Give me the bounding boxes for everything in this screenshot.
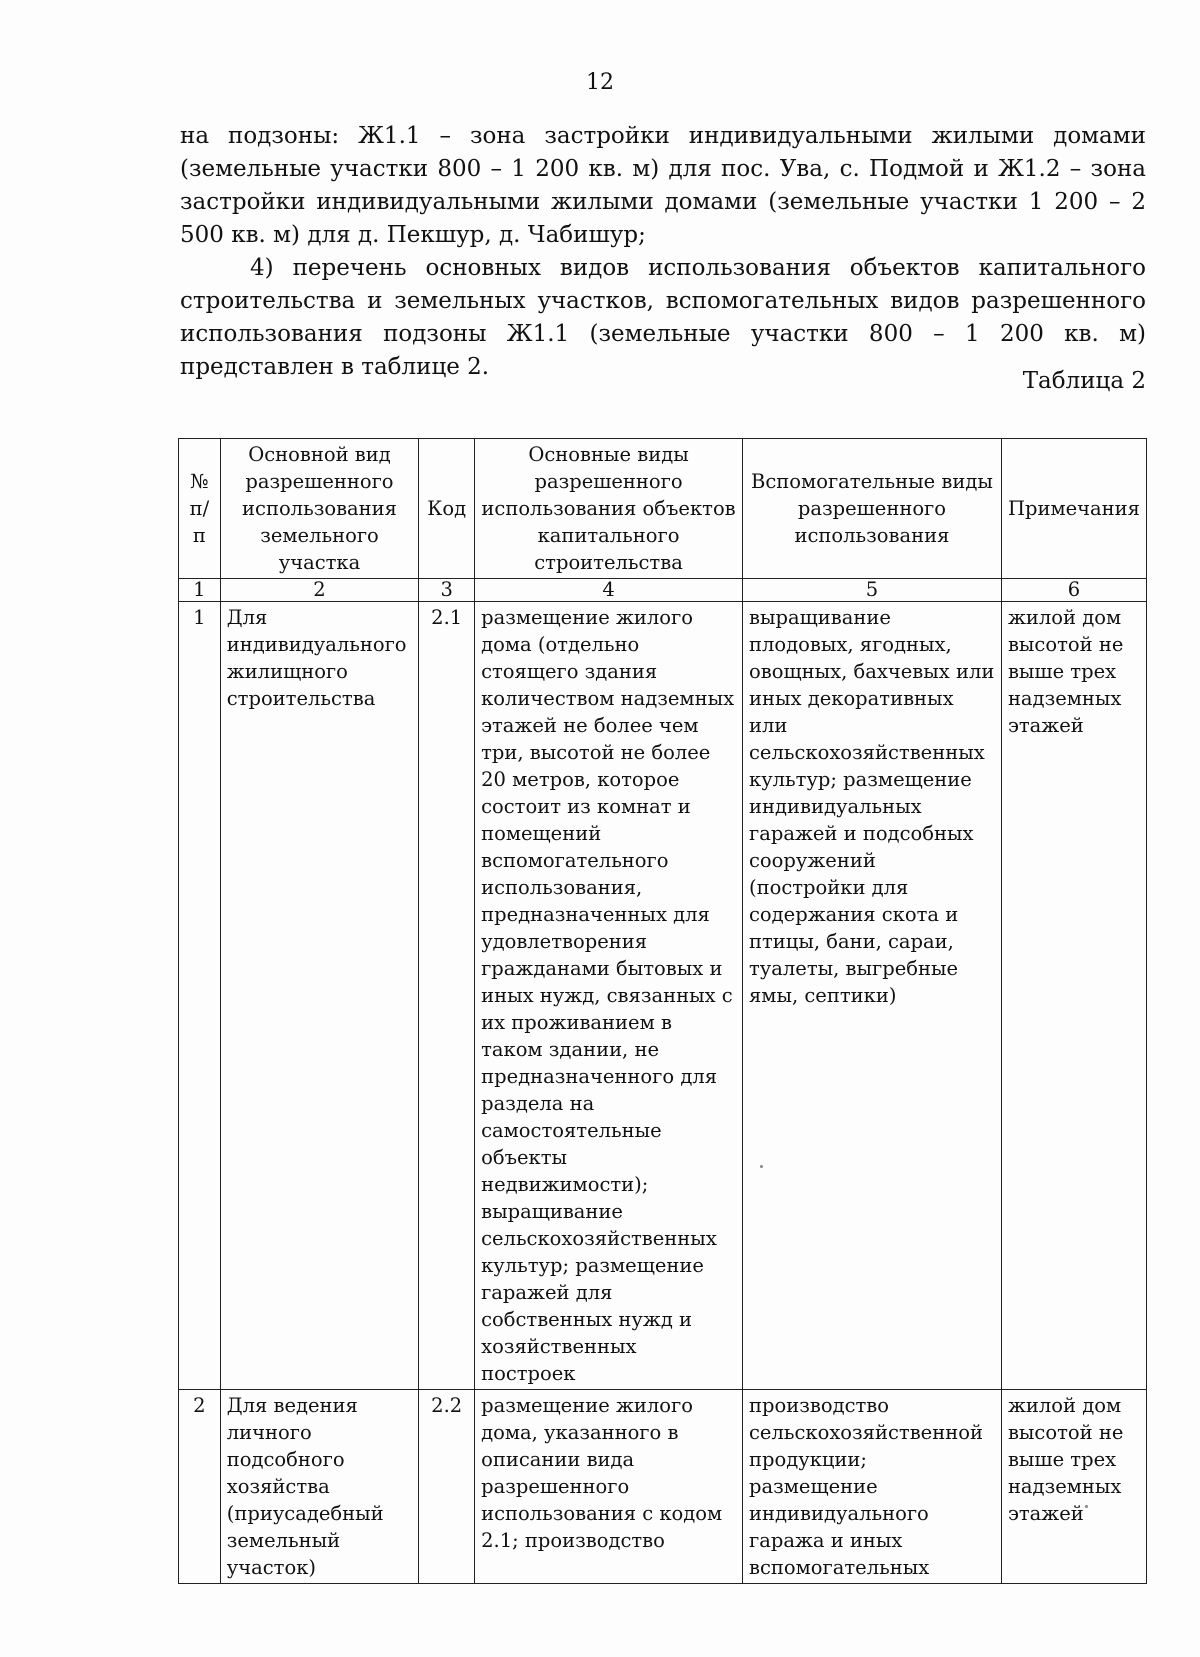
- land-use-table: [178, 438, 1147, 1584]
- row-main-use: Для индивидуального жилищного строительства: [220, 602, 419, 1390]
- scan-speck: [760, 1165, 763, 1168]
- page-number: 12: [586, 70, 614, 95]
- intro-paragraph-1: на подзоны: Ж1.1 – зона застройки индивидуальными жилыми домами (земельные участки 800 – 1 200 кв. м) для пос. Ува, с. Подмой и Ж1.2 – зона застройки индивидуальными жилыми домами (земельные участки 1 200 – 2 500 кв. м) для д. Пекшур, д. Чабишур;: [180, 123, 1146, 248]
- header-capital-uses: Основные виды разрешенного использования объектов капитального строительства: [475, 439, 743, 579]
- header-notes: Примечания: [1001, 439, 1146, 579]
- column-number-row: [179, 579, 1147, 602]
- row-code: 2.1: [419, 602, 475, 1390]
- row-notes: жилой дом высотой не выше трех надземных этажей: [1001, 1390, 1146, 1584]
- col-number: 2: [220, 579, 419, 602]
- col-number: 4: [475, 579, 743, 602]
- row-notes: жилой дом высотой не выше трех надземных этажей: [1001, 602, 1146, 1390]
- row-number: 1: [179, 602, 221, 1390]
- table-row: [179, 602, 1147, 1390]
- table-caption: Таблица 2: [1022, 368, 1146, 394]
- row-capital-uses: размещение жилого дома, указанного в описании вида разрешенного использования с кодом 2.1; производство: [475, 1390, 743, 1584]
- col-number: 5: [743, 579, 1002, 602]
- scan-speck: [1085, 1505, 1088, 1508]
- row-aux-uses: выращивание плодовых, ягодных, овощных, бахчевых или иных декоративных или сельскохозяйственных культур; размещение индивидуальных гаражей и подсобных сооружений (постройки для содержания скота и птицы, бани, сараи, туалеты, выгребные ямы, септики): [743, 602, 1002, 1390]
- header-main-use: Основной вид разрешенного использования земельного участка: [220, 439, 419, 579]
- row-number: 2: [179, 1390, 221, 1584]
- intro-text: [180, 120, 1146, 384]
- table-header-row: [179, 439, 1147, 579]
- col-number: 6: [1001, 579, 1146, 602]
- row-capital-uses: размещение жилого дома (отдельно стоящего здания количеством надземных этажей не более чем три, высотой не более 20 метров, которое состоит из комнат и помещений вспомогательного использования, предназначенных для удовлетворения гражданами бытовых и иных нужд, связанных с их проживанием в таком здании, не предназначенного для раздела на самостоятельные объекты недвижимости); выращивание сельскохозяйственных культур; размещение гаражей для собственных нужд и хозяйственных построек: [475, 602, 743, 1390]
- header-code: Код: [419, 439, 475, 579]
- intro-paragraph-2: 4) перечень основных видов использования объектов капитального строительства и земельных участков, вспомогательных видов разрешенного использования подзоны Ж1.1 (земельные участки 800 – 1 200 кв. м) представлен в таблице 2.: [180, 255, 1146, 380]
- table-row: [179, 1390, 1147, 1584]
- header-aux-uses: Вспомогательные виды разрешенного использования: [743, 439, 1002, 579]
- row-main-use: Для ведения личного подсобного хозяйства (приусадебный земельный участок): [220, 1390, 419, 1584]
- header-number: № п/п: [179, 439, 221, 579]
- row-aux-uses: производство сельскохозяйственной продукции; размещение индивидуального гаража и иных вспомогательных: [743, 1390, 1002, 1584]
- row-code: 2.2: [419, 1390, 475, 1584]
- col-number: 3: [419, 579, 475, 602]
- col-number: 1: [179, 579, 221, 602]
